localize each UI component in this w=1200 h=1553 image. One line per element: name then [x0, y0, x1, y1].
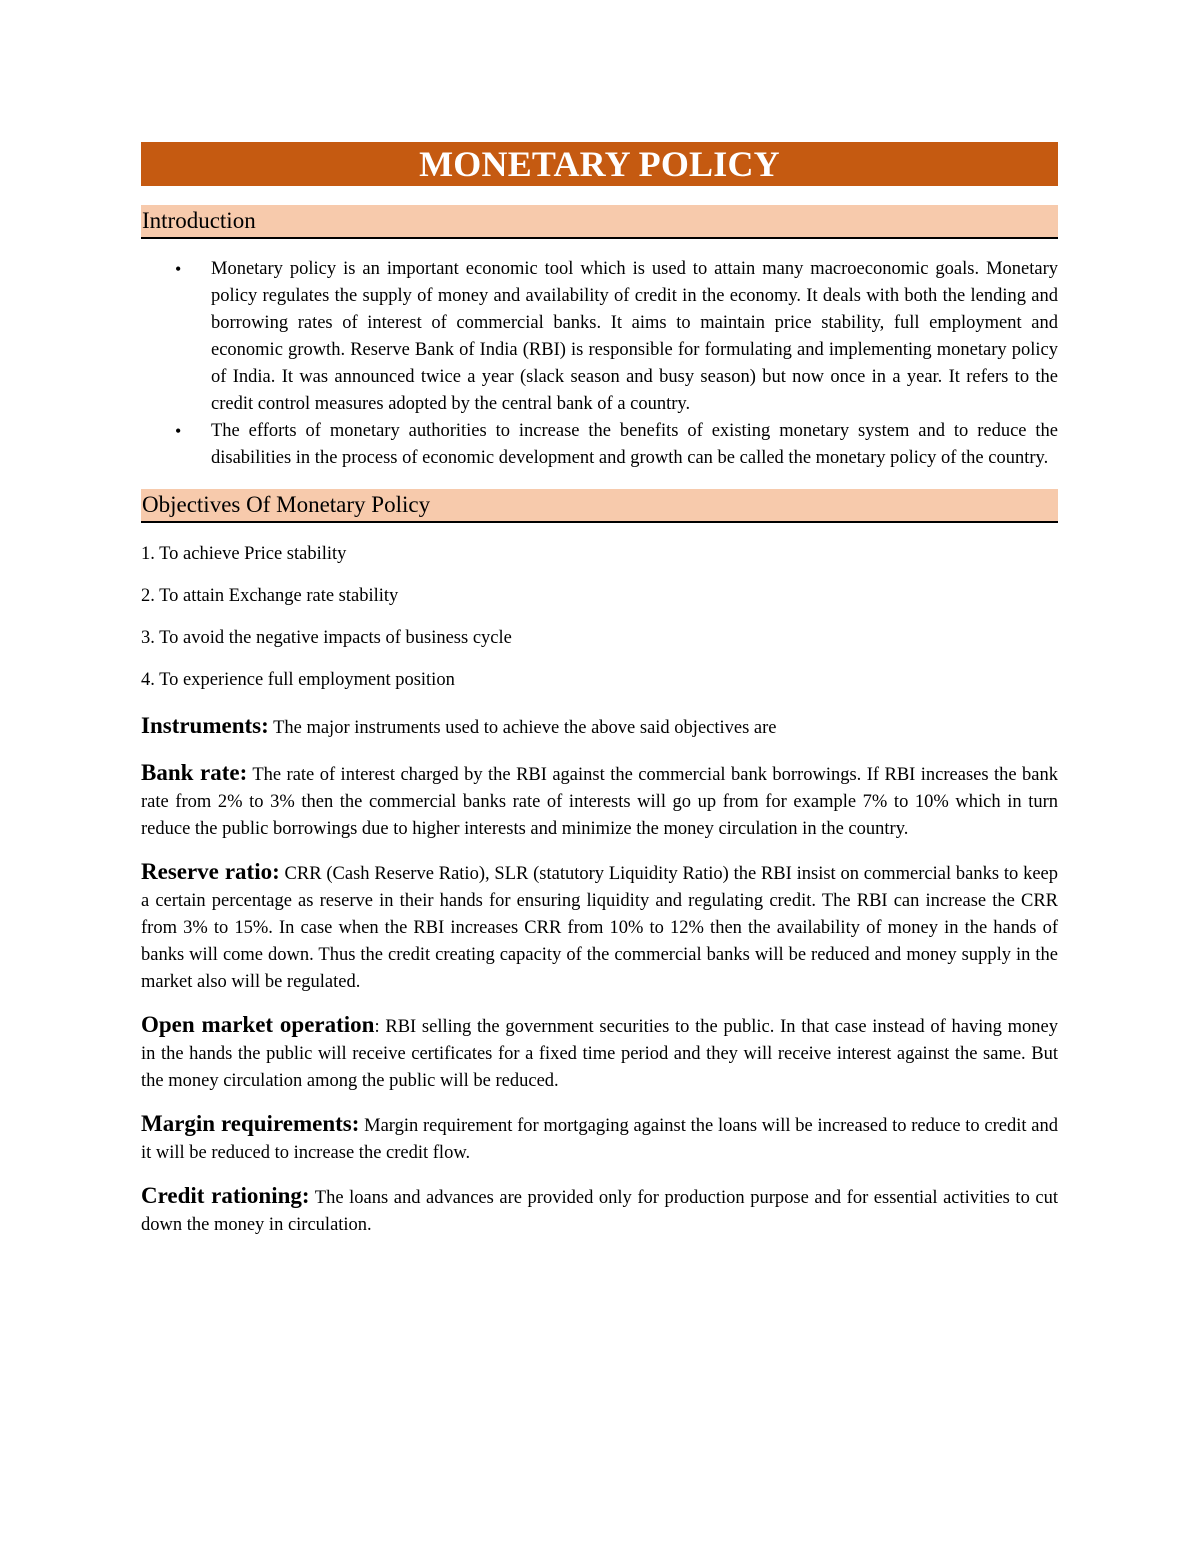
reserve-ratio-term: Reserve ratio:: [141, 859, 280, 884]
bank-rate-term: Bank rate:: [141, 760, 248, 785]
bank-rate-paragraph: [141, 759, 1058, 843]
introduction-bullet-list: [141, 256, 1058, 472]
open-market-term: Open market operation: [141, 1012, 375, 1037]
reserve-ratio-text: CRR (Cash Reserve Ratio), SLR (statutory Liquidity Ratio) the RBI insist on commercial banks to keep a certain percentage as reserve in their hands for ensuring liquidity and regulating credit. The RBI can increase the CRR from 3% to 15%. In case when the RBI increases CRR from 10% to 12% then the availability of money in the hands of banks will come down. Thus the credit creating capacity of the commercial banks will be reduced and money supply in the market also will be regulated.: [141, 864, 1059, 992]
instruments-text: The major instruments used to achieve the above said objectives are: [268, 718, 777, 738]
objectives-list: [141, 541, 1058, 694]
bullet-icon: •: [175, 421, 182, 441]
margin-text: Margin requirement for mortgaging against the loans will be increased to reduce to credit and it will be reduced to increase the credit flow.: [141, 1116, 1058, 1163]
credit-rationing-paragraph: [141, 1182, 1058, 1239]
margin-term: Margin requirements:: [141, 1111, 360, 1136]
reserve-ratio-paragraph: [141, 858, 1058, 996]
open-market-paragraph: [141, 1011, 1058, 1095]
credit-rationing-text: The loans and advances are provided only for production purpose and for essential activities to cut down the money in circulation.: [141, 1188, 1058, 1235]
bullet-text: The efforts of monetary authorities to increase the benefits of existing monetary system and to reduce the disabilities in the process of economic development and growth can be called the monetary policy of the country.: [211, 421, 1058, 468]
instruments-term: Instruments:: [141, 713, 269, 738]
list-item: 2. To attain Exchange rate stability: [141, 586, 399, 606]
list-item: 3. To avoid the negative impacts of business cycle: [141, 628, 512, 648]
margin-paragraph: [141, 1110, 1058, 1167]
list-item: [141, 418, 1058, 472]
bullet-text: Monetary policy is an important economic tool which is used to attain many macroeconomic goals. Monetary policy regulates the supply of money and availability of credit in the economy. It deals with both the lending and borrowing rates of interest of commercial banks. It aims to maintain price stability, full employment and economic growth. Reserve Bank of India (RBI) is responsible for formulating and implementing monetary policy of India. It was announced twice a year (slack season and busy season) but now once in a year. It refers to the credit control measures adopted by the central bank of a country.: [211, 259, 1058, 414]
open-market-text: : RBI selling the government securities to the public. In that case instead of having money in the hands the public will receive certificates for a fixed time period and they will receive interest against the same. But the money circulation among the public will be reduced.: [141, 1017, 1058, 1091]
document-page: [141, 142, 1058, 1254]
credit-rationing-term: Credit rationing:: [141, 1183, 310, 1208]
instruments-paragraph: [141, 712, 1058, 742]
objectives-heading: Objectives Of Monetary Policy: [141, 489, 1058, 523]
bullet-icon: •: [175, 259, 182, 279]
list-item: 1. To achieve Price stability: [141, 544, 347, 564]
bank-rate-text: The rate of interest charged by the RBI against the commercial bank borrowings. If RBI increases the bank rate from 2% to 3% then the commercial banks rate of interests will go up from for example 7% to 10% which in turn reduce the public borrowings due to higher interests and minimize the money circulation in the country.: [141, 765, 1058, 839]
introduction-heading: Introduction: [141, 205, 1058, 239]
page-title: MONETARY POLICY: [141, 142, 1058, 186]
list-item: [141, 256, 1058, 418]
list-item: 4. To experience full employment position: [141, 670, 455, 690]
